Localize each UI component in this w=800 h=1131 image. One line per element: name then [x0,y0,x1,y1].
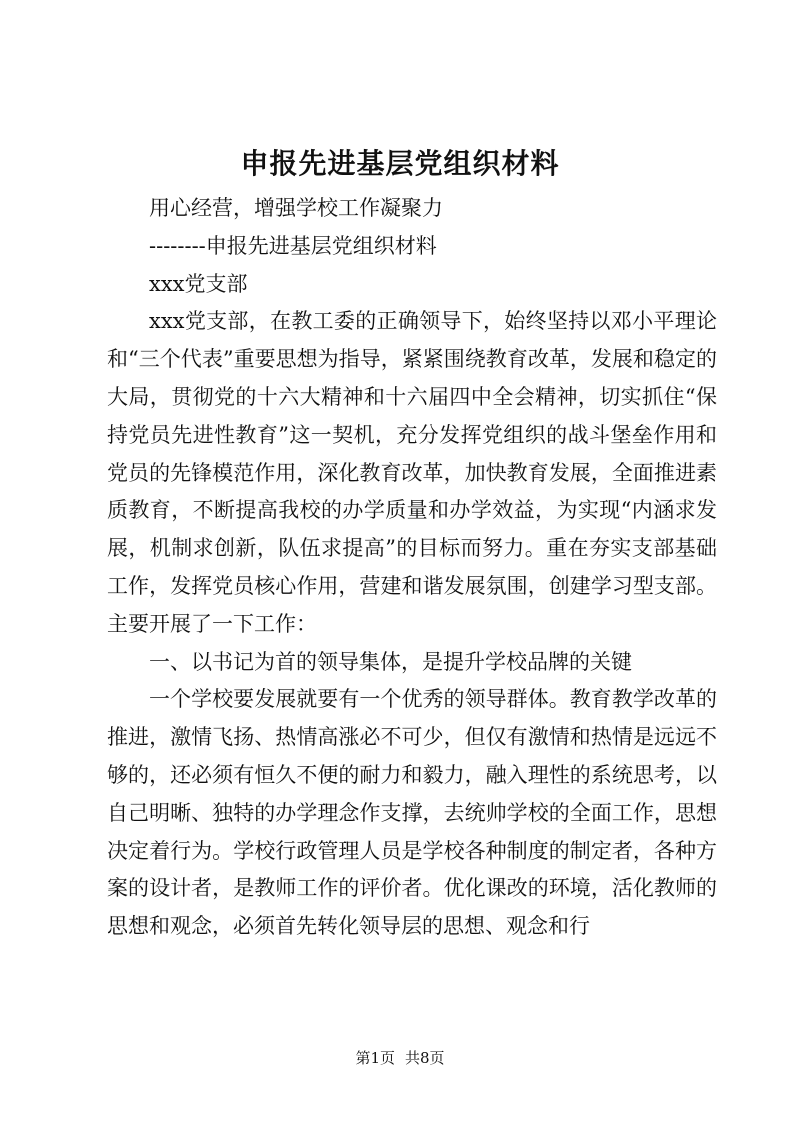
body-paragraph: 一个学校要发展就要有一个优秀的领导群体。教育教学改革的推进，激情飞扬、热情高涨必不可少，但仅有激情和热情是远远不够的，还必须有恒久不便的耐力和毅力，融入理性的系统思考，以自己明晰、独特的办学理念作支撑，去统帅学校的全面工作，思想决定着行为。学校行政管理人员是学校各种制度的制定者，各种方案的设计者，是教师工作的评价者。优化课改的环境，活化教师的思想和观念，必须首先转化领导层的思想、观念和行 [107,687,717,939]
document-body [107,190,717,946]
section-heading: 一、以书记为首的领导集体，是提升学校品牌的关键 [149,649,632,674]
page-total: 共8页 [405,1049,445,1067]
document-title: 申报先进基层党组织材料 [240,147,560,180]
body-paragraph: xxx党支部，在教工委的正确领导下，始终坚持以邓小平理论和“三个代表”重要思想为指导，紧紧围绕教育改革，发展和稳定的大局，贯彻党的十六大精神和十六届四中全会精神，切实抓住“保持党员先进性教育”这一契机，充分发挥党组织的战斗堡垒作用和党员的先锋模范作用，深化教育改革，加快教育发展，全面推进素质教育，不断提高我校的办学质量和办学效益，为实现“内涵求发展，机制求创新，队伍求提高”的目标而努力。重在夯实支部基础工作，发挥党员核心作用，营建和谐发展氛围，创建学习型支部。主要开展了一下工作： [107,309,717,636]
author-line: xxx党支部 [149,271,248,296]
subtitle-dash-line: --------申报先进基层党组织材料 [149,233,437,258]
page-footer [0,1048,800,1068]
page-number: 第1页 [355,1049,395,1067]
subtitle-line: 用心经营，增强学校工作凝聚力 [149,196,443,220]
